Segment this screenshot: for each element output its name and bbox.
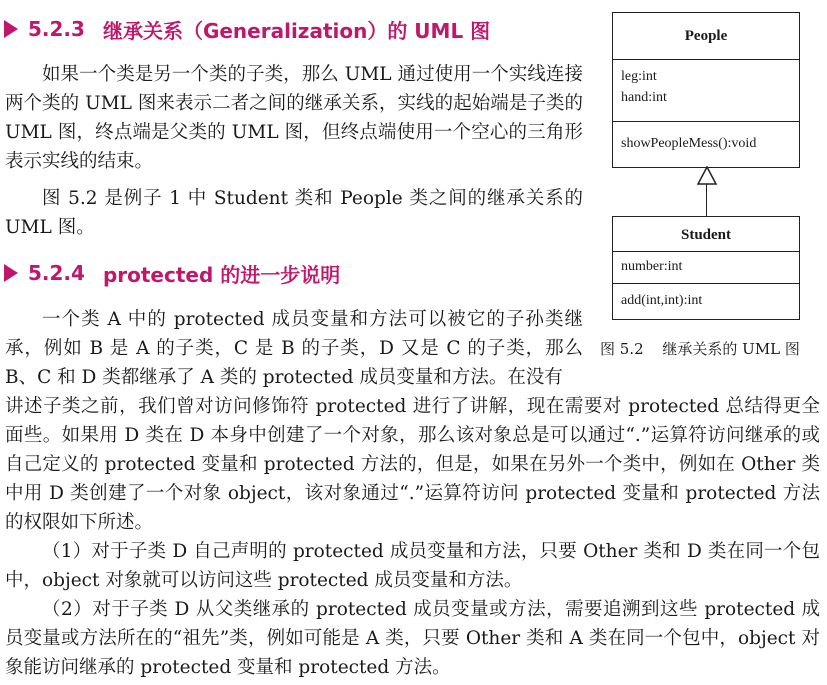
- uml-class-people: [612, 12, 800, 168]
- uml-class-name: Student: [680, 227, 732, 243]
- triangle-bullet-icon: [4, 20, 18, 38]
- uml-class-student: [612, 216, 800, 320]
- uml-attribute: leg:int: [621, 69, 657, 84]
- uml-class-name: People: [684, 28, 728, 44]
- uml-method: add(int,int):int: [621, 293, 703, 308]
- paragraph-rule-2: （2）对于子类 D 从父类继承的 protected 成员变量或方法，需要追溯到这些 protected 成员变量或方法所在的“祖先”类，例如可能是 A 类，只要 Other 类和 A 类在同一个包中，object 对象能访问继承的 protected 变量和 protected 方法。: [5, 599, 820, 678]
- section-heading-5-2-3: [4, 12, 490, 46]
- triangle-bullet-icon: [4, 264, 18, 282]
- paragraph-figure-ref: 图 5.2 是例子 1 中 Student 类和 People 类之间的继承关系的 UML 图。: [5, 188, 583, 238]
- paragraph-protected-continued: 讲述子类之前，我们曾对访问修饰符 protected 进行了讲解，现在需要对 protected 总结得更全面些。如果用 D 类在 D 本身中创建了一个对象，那么该对象总是可以通过“.”运算符访问继承的或自己定义的 protected 变量和 protected 方法的，但是，如果在另外一个类中，例如在 Other 类中用 D 类创建了一个对象 object，该对象通过“.”运算符访问 protected 变量和 protected 方法的权限如下所述。: [5, 396, 820, 533]
- uml-attributes: [613, 59, 799, 121]
- uml-attribute: hand:int: [621, 90, 667, 105]
- section-number: 5.2.3: [28, 17, 85, 41]
- uml-attribute: number:int: [621, 259, 683, 274]
- uml-method: showPeopleMess():void: [621, 136, 757, 151]
- section-title: protected 的进一步说明: [102, 262, 341, 287]
- paragraph-generalization-desc: 如果一个类是另一个类的子类，那么 UML 通过使用一个实线连接两个类的 UML 图来表示二者之间的继承关系，实线的起始端是子类的 UML 图，终点端是父类的 UML 图，但终点端使用一个空心的三角形表示实线的结束。: [5, 64, 583, 172]
- hollow-triangle-arrow-icon: [696, 166, 718, 186]
- uml-methods: [613, 121, 799, 167]
- paragraph-rule-1: （1）对于子类 D 自己声明的 protected 成员变量和方法，只要 Other 类和 D 类在同一个包中，object 对象就可以访问这些 protected 成员变量和方法。: [5, 541, 820, 591]
- uml-methods: [613, 283, 799, 319]
- figure-caption: [600, 338, 800, 359]
- section-heading-5-2-4: [4, 256, 340, 290]
- inheritance-line: [706, 184, 707, 216]
- paragraph-protected-intro: 一个类 A 中的 protected 成员变量和方法可以被它的子孙类继承，例如 B 是 A 的子类，C 是 B 的子类，D 又是 C 的子类，那么 B、C 和 D 类都继承了 A 类的 protected 成员变量和方法。在没有: [5, 309, 583, 388]
- figure-caption-text: 继承关系的 UML 图: [662, 340, 800, 358]
- section-title: 继承关系（Generalization）的 UML 图: [102, 18, 491, 43]
- figure-number: 图 5.2: [600, 340, 644, 358]
- uml-attributes: [613, 251, 799, 283]
- section-number: 5.2.4: [28, 261, 85, 285]
